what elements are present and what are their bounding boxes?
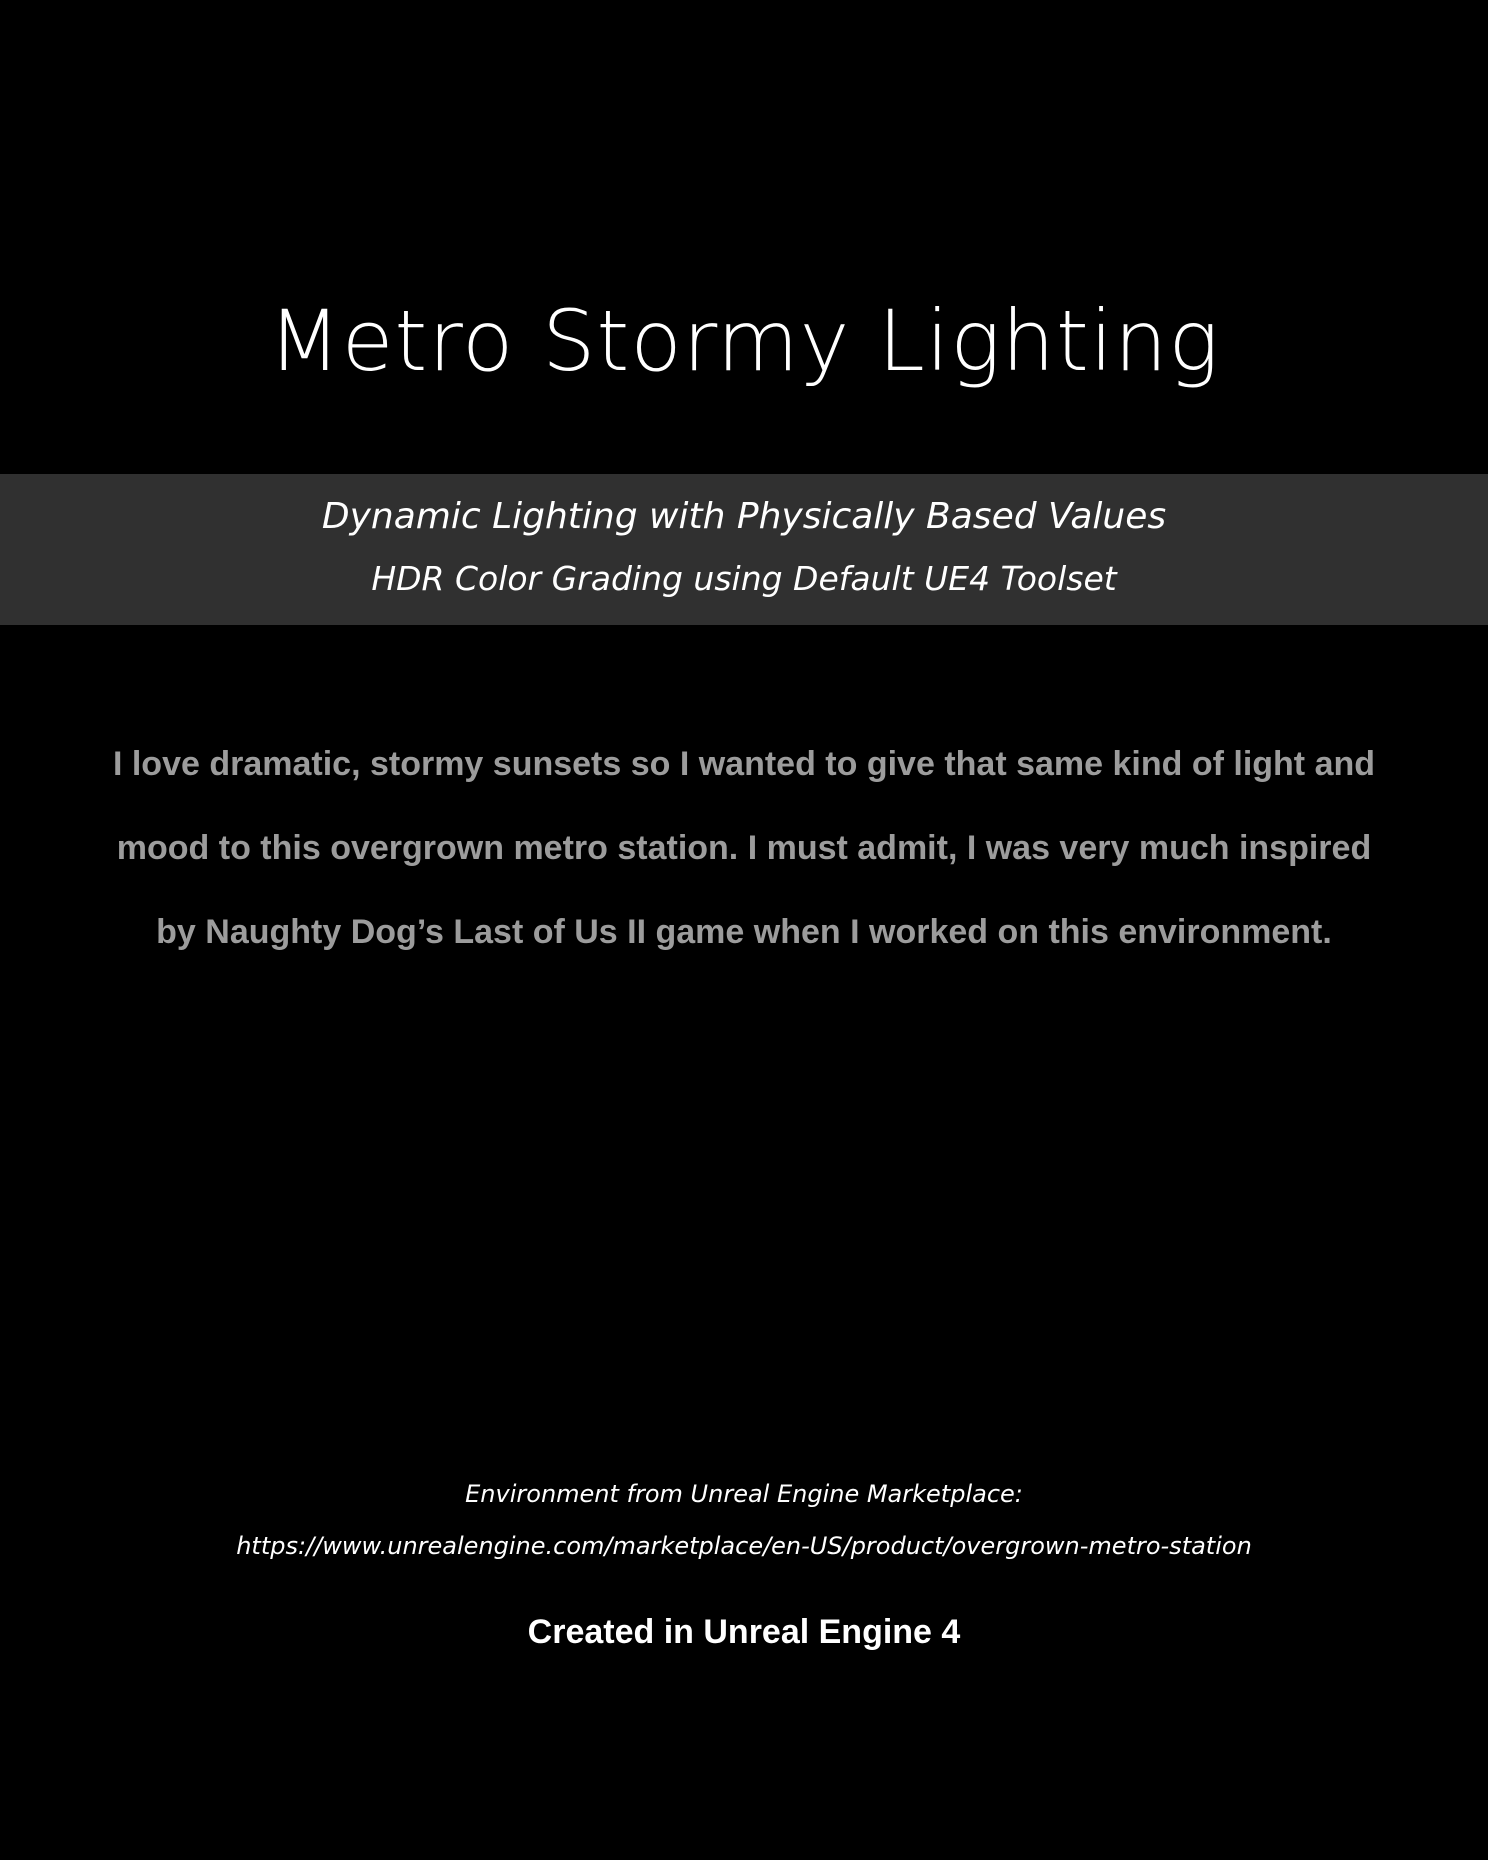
- page-title: Metro Stormy Lighting: [268, 292, 1220, 390]
- subtitle-band: [0, 474, 1488, 625]
- subtitle-line-1: Dynamic Lighting with Physically Based Values: [321, 496, 1167, 537]
- description-paragraph: I love dramatic, stormy sunsets so I wanted to give that same kind of light and mood to this overgrown metro station. I must admit, I was very much inspired by Naughty Dog’s Last of Us II game when I worked on this environment.: [112, 745, 1376, 951]
- environment-url-link[interactable]: https://www.unrealengine.com/marketplace/en-US/product/overgrown-metro-station: [236, 1532, 1252, 1560]
- created-in-label: Created in Unreal Engine 4: [527, 1613, 961, 1651]
- environment-label: Environment from Unreal Engine Marketplace:: [465, 1480, 1023, 1508]
- subtitle-line-2: HDR Color Grading using Default UE4 Toolset: [371, 559, 1117, 598]
